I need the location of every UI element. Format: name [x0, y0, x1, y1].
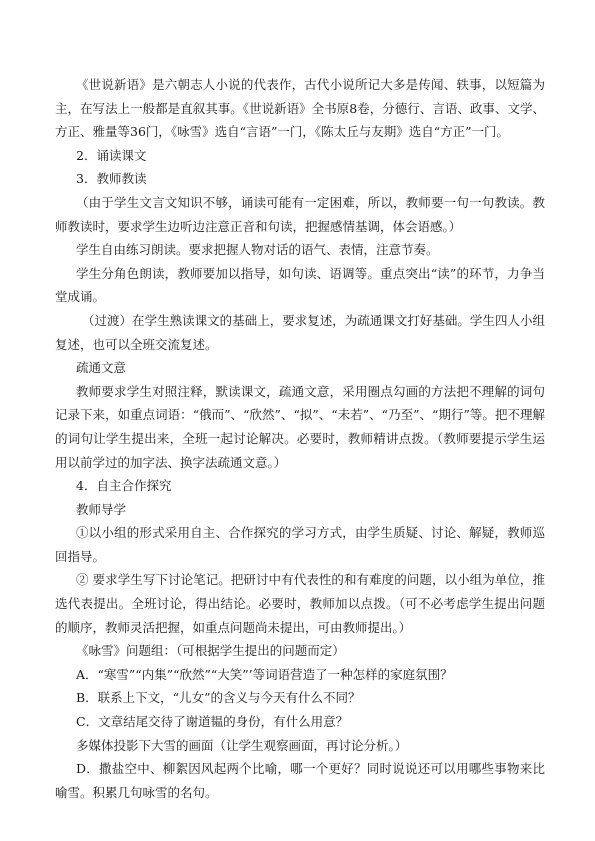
question-group-heading: 《咏雪》问题组：（可根据学生提出的问题而定）: [76, 643, 345, 659]
meaning-paragraph: 教师要求学生对照注释，默读课文，疏通文意，采用圈点勾画的方法把不理解的词句记录下来，如重点词语：“俄而”、“欣然”、“拟”、“未若”、“乃至”、“期行”等。把不理解的词句让学生提出来，全班一起讨论解决。必要时，教师精讲点拨。（教师要提示学生运用以前学过的加字法、换字法疏通文意。）: [55, 383, 545, 470]
section-heading-teacher-reading: 3．教师教读: [76, 171, 147, 187]
question-d: D．撒盐空中、柳絮因风起两个比喻，哪一个更好？同时说说还可以用哪些事物来比喻雪。积累几句咏雪的名句。: [55, 761, 545, 800]
guide-item-2: ② 要求学生写下讨论笔记。把研讨中有代表性的和有难度的问题，以小组为单位，推选代表提出。全班讨论，得出结论。必要时，教师加以点拨。（可不必考虑学生提出问题的顺序，教师灵活把握，如重点问题尚未提出，可由教师提出。）: [55, 572, 545, 635]
document-page: [55, 73, 545, 804]
section-heading-explore: 4．自主合作探究: [76, 478, 172, 494]
question-a: A．“寒雪”“内集”“欣然”“大笑”’等词语营造了一种怎样的家庭氛围？: [76, 666, 453, 682]
free-reading-paragraph: 学生自由练习朗读。要求把握人物对话的语气、表情，注意节奏。: [76, 242, 439, 258]
note-paragraph: （由于学生文言文知识不够，诵读可能有一定困难，所以，教师要一句一句教读。教师教读时，要求学生边听边注意正音和句读，把握感情基调，体会语感。）: [55, 194, 545, 234]
subheading-meaning: 疏通文意: [76, 360, 127, 376]
transition-paragraph: （过渡）在学生熟读课文的基础上，要求复述，为疏通课文打好基础。学生四人小组复述，也可以全班交流复述。: [55, 312, 545, 352]
section-heading-recite: 2．诵读课文: [76, 147, 147, 163]
subheading-guide: 教师导学: [76, 501, 127, 517]
question-b: B．联系上下文，“儿女”的含义与今天有什么不同？: [76, 690, 361, 706]
guide-item-1: ①以小组的形式采用自主、合作探究的学习方式，由学生质疑、讨论、解疑，教师巡回指导。: [55, 525, 545, 564]
question-c: C．文章结尾交待了谢道韫的身份，有什么用意？: [76, 714, 349, 730]
multimedia-note: 多媒体投影下大雪的画面（让学生观察画面，再讨论分析。）: [76, 737, 408, 753]
role-reading-paragraph: 学生分角色朗读，教师要加以指导，如句读、语调等。重点突出“读”的环节，力争当堂成诵。: [55, 265, 545, 305]
intro-paragraph: 《世说新语》是六朝志人小说的代表作，古代小说所记大多是传闻、轶事，以短篇为主，在写法上一般都是直叙其事。《世说新语》全书原8卷，分德行、言语、政事、文学、方正、雅量等36门，《咏雪》选自“言语”一门，《陈太丘与友期》选自“方正”一门。: [55, 77, 545, 140]
